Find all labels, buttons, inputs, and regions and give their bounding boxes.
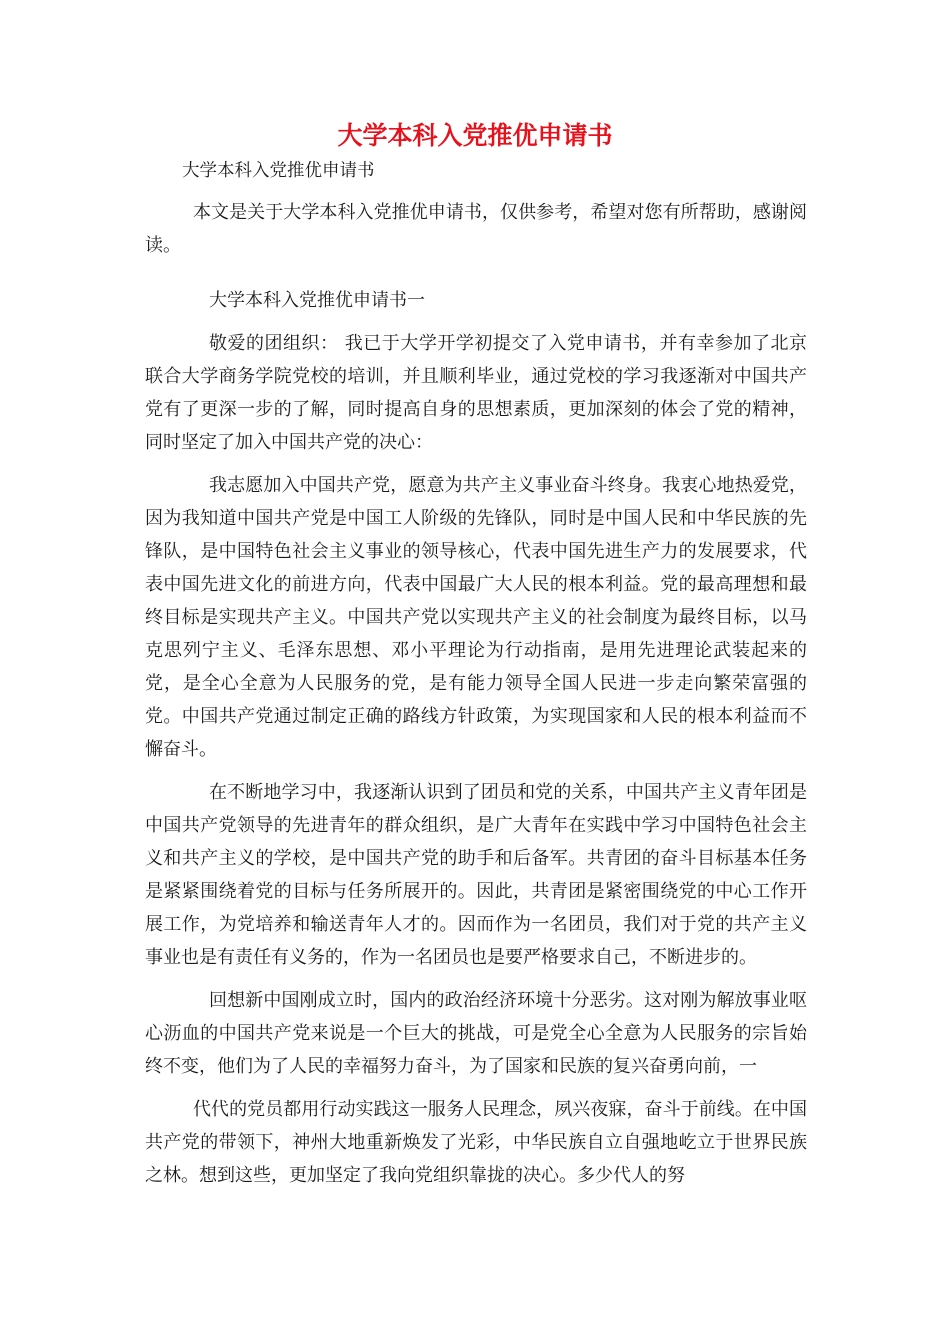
document-title: 大学本科入党推优申请书 xyxy=(337,121,613,150)
body-paragraph-continuation: 代代的党员都用行动实践这一服务人民理念，夙兴夜寐，奋斗于前线。在中国共产党的带领下，神州大地重新焕发了光彩，中华民族自立自强地屹立于世界民族之林。想到这些，更加坚定了我向党组织靠拢的决心。多少代人的努 xyxy=(145,1099,807,1186)
body-paragraph-salutation: 敬爱的团组织： 我已于大学开学初提交了入党申请书，并有幸参加了北京联合大学商务学院党校的培训，并且顺利毕业，通过党校的学习我逐渐对中国共产党有了更深一步的了解，同时提高自身的思想素质，更加深刻的体会了党的精神，同时坚定了加入中国共产党的决心： xyxy=(145,333,807,453)
body-paragraph-pledge: 我志愿加入中国共产党，愿意为共产主义事业奋斗终身。我衷心地热爱党，因为我知道中国共产党是中国工人阶级的先锋队，同时是中国人民和中华民族的先锋队，是中国特色社会主义事业的领导核心，代表中国先进生产力的发展要求，代表中国先进文化的前进方向，代表中国最广大人民的根本利益。党的最高理想和最终目标是实现共产主义。中国共产党以实现共产主义的社会制度为最终目标，以马克思列宁主义、毛泽东思想、邓小平理论为行动指南，是用先进理论武装起来的党，是全心全意为人民服务的党，是有能力领导全国人民进一步走向繁荣富强的党。中国共产党通过制定正确的路线方针政策，为实现国家和人民的根本利益而不懈奋斗。 xyxy=(145,475,807,760)
section-heading: 大学本科入党推优申请书一 xyxy=(209,290,425,311)
intro-paragraph: 本文是关于大学本科入党推优申请书，仅供参考，希望对您有所帮助，感谢阅读。 xyxy=(145,202,807,256)
body-paragraph-history: 回想新中国刚成立时，国内的政治经济环境十分恶劣。这对刚为解放事业呕心沥血的中国共产党来说是一个巨大的挑战，可是党全心全意为人民服务的宗旨始终不变，他们为了人民的幸福努力奋斗，为了国家和民族的复兴奋勇向前，一 xyxy=(145,990,807,1077)
document-subtitle: 大学本科入党推优申请书 xyxy=(182,161,375,181)
document-body xyxy=(145,196,807,1202)
body-paragraph-league: 在不断地学习中，我逐渐认识到了团员和党的关系，中国共产主义青年团是中国共产党领导的先进青年的群众组织，是广大青年在实践中学习中国特色社会主义和共产主义的学校，是中国共产党的助手和后备军。共青团的奋斗目标基本任务是紧紧围绕着党的目标与任务所展开的。因此，共青团是紧密围绕党的中心工作开展工作，为党培养和输送青年人才的。因而作为一名团员，我们对于党的共产主义事业也是有责任有义务的，作为一名团员也是要严格要求自己，不断进步的。 xyxy=(145,782,807,968)
